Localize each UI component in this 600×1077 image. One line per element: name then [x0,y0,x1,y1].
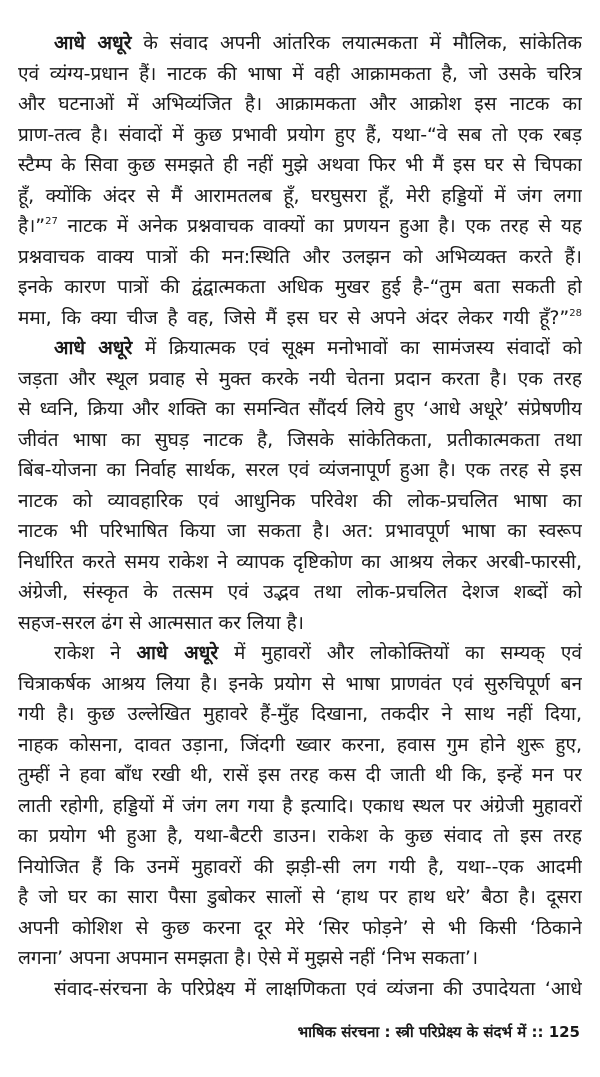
text-span: हूँ, क्योंकि अंदर से मैं आरामतलब हूँ, घरघुसरा हूँ, मेरी हड्डियों में जंग लगा [18,184,582,207]
text-span: नियोजित हैं कि उनमें मुहावरों की झड़ी-सी लग गयी है, यथा--एक आदमी [18,855,582,878]
bold-title: आधे अधूरे [54,337,133,359]
text-span: इनके कारण पात्रों की द्वंद्वात्मकता अधिक मुखर हुई है-“तुम बता सकती हो [18,276,582,298]
text-line [18,211,582,242]
text-span: के संवाद अपनी आंतरिक लयात्मकता में मौलिक, सांकेतिक [131,32,582,54]
page-footer [298,1022,580,1042]
text-line [18,120,582,151]
text-span: से ध्वनि, क्रिया और शक्ति का समन्वित सौंदर्य लिये हुए ‘आधे अधूरे’ संप्रेषणीय [18,398,582,420]
text-line [18,821,582,852]
text-line [18,272,582,303]
text-line [18,730,582,761]
text-span: नाटक को व्यावहारिक एवं आधुनिक परिवेश की लोक-प्रचलित भाषा का [18,489,582,512]
text-span: में क्रियात्मक एवं सूक्ष्म मनोभावों का सामंजस्य संवादों को [132,337,582,359]
text-line [18,486,582,517]
text-line [18,28,582,59]
page-body [18,28,582,1004]
text-line [18,333,582,364]
footnote-ref: 27 [45,216,58,227]
text-span: एवं व्यंग्य-प्रधान हैं। नाटक की भाषा में वही आक्रामकता है, जो उसके चरित्र [18,62,582,85]
bold-title: आधे अधूरे [136,642,219,664]
paragraph [18,333,582,638]
text-line [18,760,582,791]
text-line [18,59,582,90]
text-span: गयी है। कुछ उल्लेखित मुहावरे हैं-मुँह दिखाना, तकदीर ने साथ नहीं दिया, [18,703,582,725]
paragraph [18,638,582,974]
text-span: जड़ता और स्थूल प्रवाह से मुक्त करके नयी चेतना प्रदान करता है। एक तरह [18,367,582,390]
paragraph [18,28,582,333]
text-line [18,669,582,700]
text-line [18,791,582,822]
text-span: और घटनाओं में अभिव्यंजित है। आक्रामकता और आक्रोश इस नाटक का [18,93,582,115]
text-span: निर्धारित करते समय राकेश ने व्यापक दृष्टिकोण का आश्रय लेकर अरबी-फारसी, [18,550,582,573]
text-line [18,913,582,944]
text-line [18,547,582,578]
footnote-ref: 28 [569,307,582,319]
text-line [18,150,582,181]
text-line [18,303,582,334]
text-line [18,852,582,883]
text-span: चित्राकर्षक आश्रय लिया है। इनके प्रयोग से भाषा प्राणवंत एवं सुरुचिपूर्ण बन [18,672,582,695]
text-line [18,242,582,273]
text-span: नाहक कोसना, दावत उड़ाना, जिंदगी ख्वार करना, हवास गुम होने शुरू हुए, [18,733,582,756]
text-line [18,699,582,730]
text-line [18,89,582,120]
text-line [18,455,582,486]
text-span: है।” [18,215,46,237]
text-line [18,608,582,639]
text-line [18,577,582,608]
text-span: नाटक भी परिभाषित किया जा सकता है। अत: प्रभावपूर्ण भाषा का स्वरूप [18,520,582,542]
text-span: लगना’ अपना अपमान समझता है। ऐसे में मुझसे नहीं ‘निभ सकता’। [18,947,479,969]
text-span: का प्रयोग भी हुआ है, यथा-बैटरी डाउन। राकेश के कुछ संवाद तो इस तरह [18,825,582,847]
text-span: लाती रहोगी, हड्डियों में जंग लग गया है इत्यादि। एकाध स्थल पर अंग्रेजी मुहावरों [18,794,582,817]
running-title: भाषिक संरचना : स्त्री परिप्रेक्ष्य के संदर्भ में :: [297,1023,544,1041]
text-line [18,181,582,212]
text-span: संवाद-संरचना के परिप्रेक्ष्य में लाक्षणिकता एवं व्यंजना की उपादेयता ‘आधे [54,977,582,1000]
text-line [18,638,582,669]
text-span: में मुहावरों और लोकोक्तियों का सम्यक् एवं [218,642,582,664]
page-number: 125 [548,1023,580,1041]
text-span: ममा, कि क्या चीज है वह, जिसे मैं इस घर से अपने अंदर लेकर गयी हूँ?” [18,306,570,329]
text-line [18,394,582,425]
text-line [18,425,582,456]
text-span: प्राण-तत्व है। संवादों में कुछ प्रभावी प्रयोग हुए हैं, यथा-“वे सब तो एक रबड़ [18,123,582,146]
text-line [18,364,582,395]
text-span: अपनी कोशिश से कुछ करना दूर मेरे ‘सिर फोड़ने’ से भी किसी ‘ठिकाने [18,916,582,939]
text-line [18,516,582,547]
text-line [18,882,582,913]
text-line [18,974,582,1005]
text-span: सहज-सरल ढंग से आत्मसात कर लिया है। [18,611,304,634]
text-span: जीवंत भाषा का सुघड़ नाटक है, जिसके सांकेतिकता, प्रतीकात्मकता तथा [18,428,582,451]
text-span: बिंब-योजना का निर्वाह सार्थक, सरल एवं व्यंजनापूर्ण हुआ है। एक तरह से इस [18,459,582,481]
text-span: स्टैम्प के सिवा कुछ समझते ही नहीं मुझे अथवा फिर भी मैं इस घर से चिपका [18,154,582,176]
text-span: है जो घर का सारा पैसा डुबोकर सालों से ‘हाथ पर हाथ धरे’ बैठा है। दूसरा [18,886,582,908]
bold-title: आधे अधूरे [54,32,132,54]
text-span: तुम्हीं ने हवा बाँध रखी थी, रासें इस तरह कस दी जाती थी कि, इन्हें मन पर [18,764,582,786]
text-span: प्रश्नवाचक वाक्य पात्रों की मन:स्थिति और उलझन को अभिव्यक्त करते हैं। [18,245,582,268]
text-line [18,943,582,974]
paragraph [18,974,582,1005]
text-span: राकेश ने [54,642,137,664]
text-span: नाटक में अनेक प्रश्नवाचक वाक्यों का प्रणयन हुआ है। एक तरह से यह [57,215,582,237]
text-span: अंग्रेजी, संस्कृत के तत्सम एवं उद्भव तथा लोक-प्रचलित देशज शब्दों को [18,581,582,603]
